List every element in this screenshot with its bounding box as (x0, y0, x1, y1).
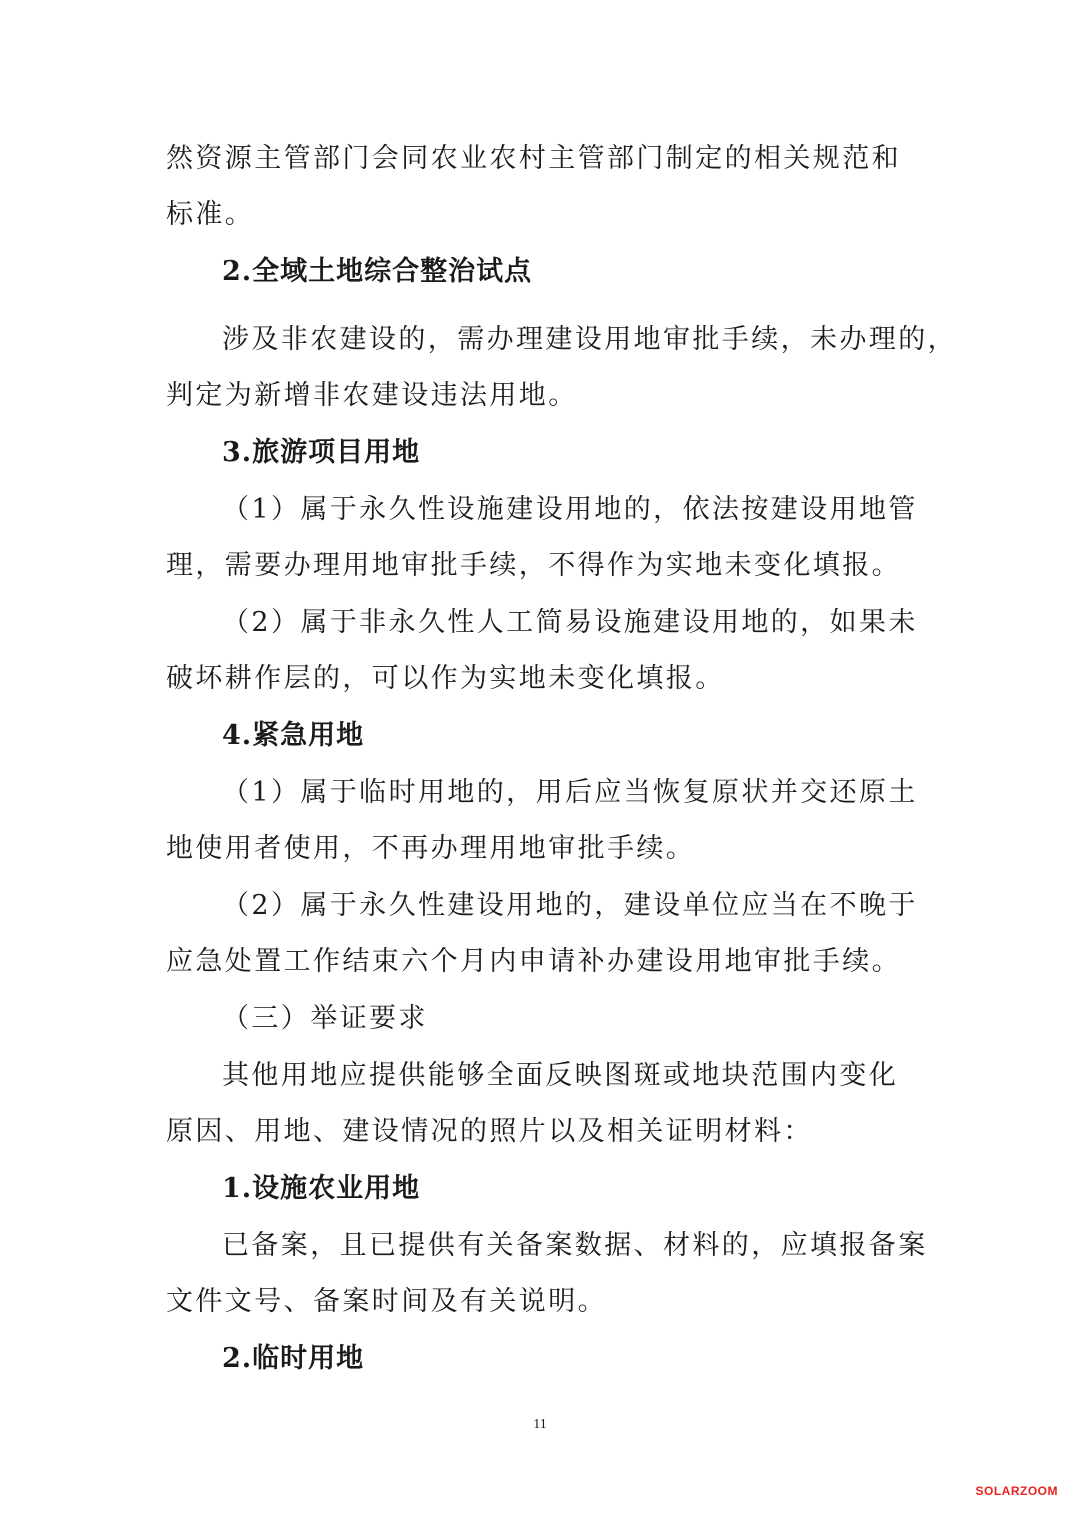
body-text-line: 文件文号、备案时间及有关说明。 (166, 1286, 607, 1317)
body-text-line: 原因、用地、建设情况的照片以及相关证明材料： (166, 1116, 813, 1147)
body-text-line: 其他用地应提供能够全面反映图斑或地块范围内变化 (222, 1060, 899, 1091)
body-text-line: 然资源主管部门会同农业农村主管部门制定的相关规范和 (166, 143, 901, 174)
body-text-line: （1）属于临时用地的，用后应当恢复原状并交还原土 (222, 777, 918, 808)
section-heading: 4.紧急用地 (222, 720, 365, 751)
section-heading: 2.全域土地综合整治试点 (222, 256, 533, 287)
body-text-line: 标准。 (166, 199, 255, 230)
body-text-line: 判定为新增非农建设违法用地。 (166, 380, 578, 411)
body-text-line: 理，需要办理用地审批手续，不得作为实地未变化填报。 (166, 550, 901, 581)
body-text-line: 应急处置工作结束六个月内申请补办建设用地审批手续。 (166, 946, 901, 977)
section-heading: 1.设施农业用地 (222, 1173, 421, 1204)
watermark-logo: SOLARZOOM (975, 1484, 1058, 1498)
body-text-line: 涉及非农建设的，需办理建设用地审批手续，未办理的， (222, 324, 957, 355)
subsection-heading: （三）举证要求 (222, 1003, 428, 1034)
body-text-line: （2）属于永久性建设用地的，建设单位应当在不晚于 (222, 890, 918, 921)
section-heading: 3.旅游项目用地 (222, 437, 421, 468)
body-text-line: 已备案，且已提供有关备案数据、材料的，应填报备案 (222, 1230, 928, 1261)
body-text-line: 地使用者使用，不再办理用地审批手续。 (166, 833, 696, 864)
page-number: 11 (533, 1417, 547, 1432)
section-heading: 2.临时用地 (222, 1343, 365, 1374)
body-text-line: （1）属于永久性设施建设用地的，依法按建设用地管 (222, 494, 918, 525)
body-text-line: （2）属于非永久性人工简易设施建设用地的，如果未 (222, 607, 918, 638)
body-text-line: 破坏耕作层的，可以作为实地未变化填报。 (166, 663, 725, 694)
